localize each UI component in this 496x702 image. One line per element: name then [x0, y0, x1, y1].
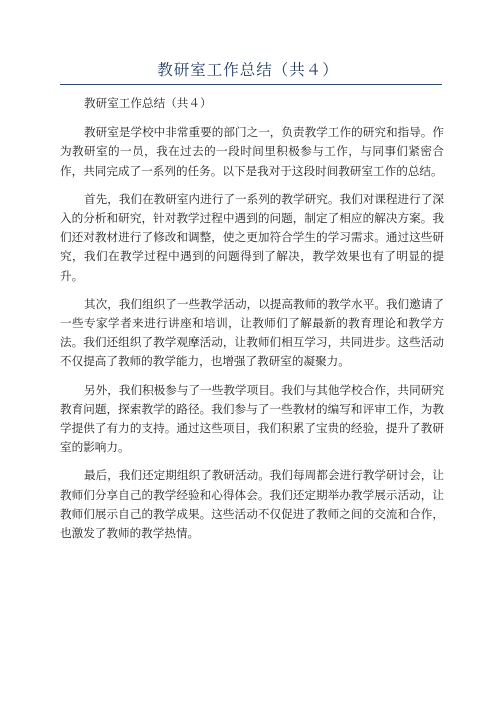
paragraph-5: 最后，我们还定期组织了教研活动。我们每周都会进行教学研讨会，让教师们分享自己的教学经验和心得体会。我们还定期举办教学展示活动，让教师们展示自己的教学成果。这些活动不仅促进了教师之间的交流和合作，也激发了教师的教学热情。 — [60, 468, 444, 541]
paragraph-3: 其次，我们组织了一些教学活动，以提高教师的教学水平。我们邀请了一些专家学者来进行讲座和培训，让教师们了解最新的教育理论和教学方法。我们还组织了教学观摩活动，让教师们相互学习，共同进步。这些活动不仅提高了教师的教学能力，也增强了教研室的凝聚力。 — [60, 296, 444, 369]
paragraph-1: 教研室是学校中非常重要的部门之一，负责教学工作的研究和指导。作为教研室的一员，我在过去的一段时间里积极参与工作，与同事们紧密合作，共同完成了一系列的任务。以下是我对于这段时间教研室工作的总结。 — [60, 125, 444, 178]
document-title: 教研室工作总结（共４） — [157, 61, 339, 79]
title-underline — [60, 84, 442, 85]
document-body — [60, 94, 444, 552]
document-subtitle: 教研室工作总结（共４） — [84, 96, 212, 110]
paragraph-2: 首先，我们在教研室内进行了一系列的教学研究。我们对课程进行了深入的分析和研究，针对教学过程中遇到的问题，制定了相应的解决方案。我们还对教材进行了修改和调整，使之更加符合学生的学习需求。通过这些研究，我们在教学过程中遇到的问题得到了解决，教学效果也有了明显的提升。 — [60, 191, 444, 283]
paragraph-4: 另外，我们积极参与了一些教学项目。我们与其他学校合作，共同研究教育问题，探索教学的路径。我们参与了一些教材的编写和评审工作，为教学提供了有力的支持。通过这些项目，我们积累了宝贵的经验，提升了教研室的影响力。 — [60, 382, 444, 455]
